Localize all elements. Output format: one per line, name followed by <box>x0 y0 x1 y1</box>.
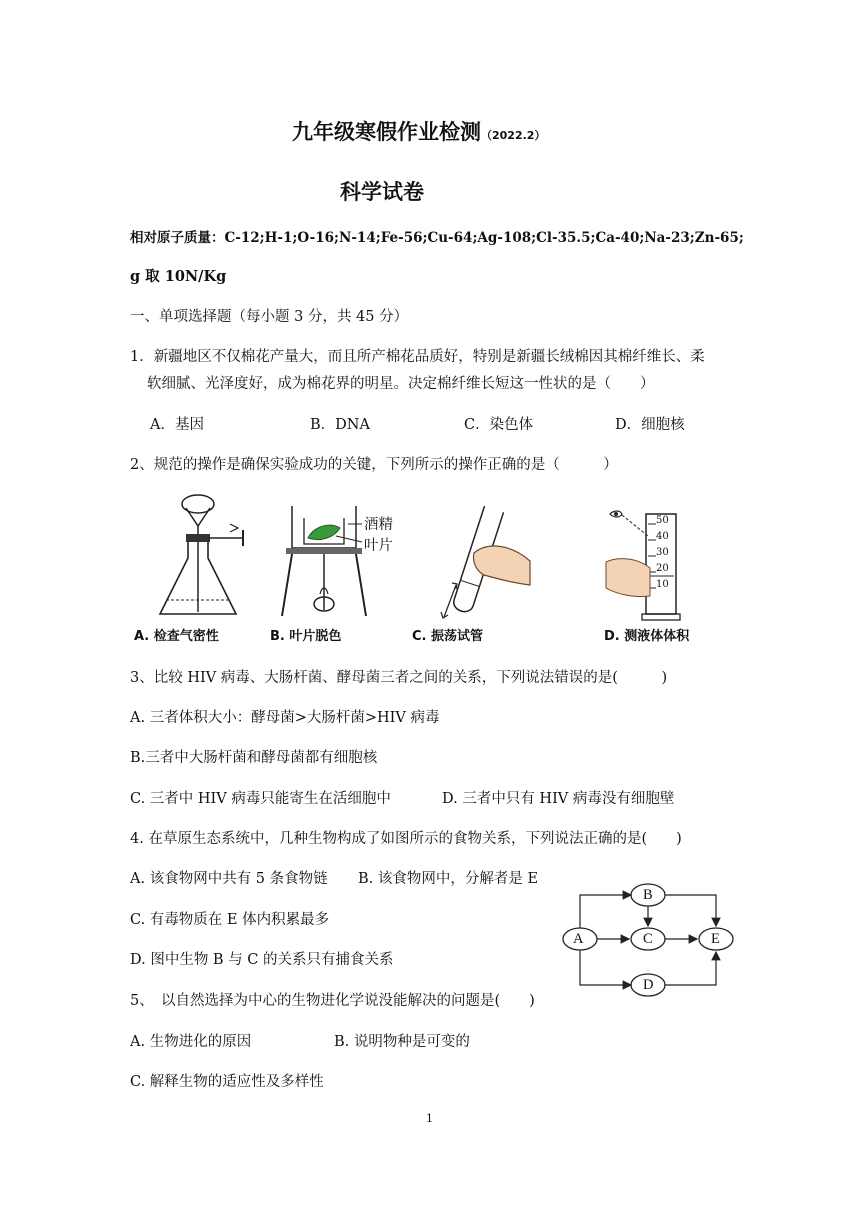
q2-figure-a-flask <box>148 492 258 624</box>
q2-caption-a: A. 检查气密性 <box>134 629 219 644</box>
atomic-mass-info: 相对原子质量：C-12;H-1;O-16;N-14;Fe-56;Cu-64;Ag-108;Cl-35.5;Ca-40;Na-23;Zn-65; <box>130 230 744 246</box>
q3-option-c[interactable]: C. 三者中 HIV 病毒只能寄生在活细胞中 <box>130 791 391 807</box>
g-value-info: g 取 10N/Kg <box>130 268 227 285</box>
q2-figure-d-cylinder <box>604 506 698 624</box>
q4-option-c[interactable]: C. 有毒物质在 E 体内积累最多 <box>130 912 330 928</box>
node-label-e: E <box>711 931 720 947</box>
q2-caption-b: B. 叶片脱色 <box>270 629 342 644</box>
label-alcohol: 酒精 <box>364 517 393 533</box>
q2-figure-c-test-tube <box>438 505 538 625</box>
exam-title: 九年级寒假作业检测（2022.2） <box>292 120 546 144</box>
q1-stem-line1: 1．新疆地区不仅棉花产量大，而且所产棉花品质好，特别是新疆长绒棉因其棉纤维长、柔 <box>130 349 705 365</box>
q5-stem: 5、 以自然选择为中心的生物进化学说没能解决的问题是( ) <box>130 993 535 1009</box>
exam-date: （2022.2） <box>481 129 546 142</box>
node-label-a: A <box>573 931 584 947</box>
exam-subtitle: 科学试卷 <box>340 180 424 204</box>
q3-option-a[interactable]: A. 三者体积大小：酵母菌>大肠杆菌>HIV 病毒 <box>130 710 440 726</box>
node-label-d: D <box>643 977 654 993</box>
cylinder-tick-40: 40 <box>656 531 669 542</box>
q3-option-d[interactable]: D. 三者中只有 HIV 病毒没有细胞壁 <box>442 791 675 807</box>
q4-option-a[interactable]: A. 该食物网中共有 5 条食物链 <box>130 871 328 887</box>
q2-caption-d: D. 测液体体积 <box>604 629 690 644</box>
page-number: 1 <box>426 1112 433 1125</box>
q4-stem: 4. 在草原生态系统中，几种生物构成了如图所示的食物关系，下列说法正确的是( ) <box>130 831 682 847</box>
q1-option-d[interactable]: D．细胞核 <box>615 417 685 433</box>
q4-option-b[interactable]: B. 该食物网中，分解者是 E <box>358 871 539 887</box>
node-label-b: B <box>643 887 653 903</box>
q5-option-b[interactable]: B. 说明物种是可变的 <box>334 1034 470 1050</box>
label-leaf: 叶片 <box>364 538 393 554</box>
cylinder-tick-20: 20 <box>656 563 669 574</box>
cylinder-tick-50: 50 <box>656 515 669 526</box>
q2-stem: 2、规范的操作是确保实验成功的关键，下列所示的操作正确的是（ ） <box>130 457 618 473</box>
q1-option-c[interactable]: C．染色体 <box>464 417 534 433</box>
section-heading: 一、单项选择题（每小题 3 分，共 45 分） <box>130 309 409 325</box>
q1-stem-line2: 软细腻、光泽度好，成为棉花界的明星。决定棉纤维长短这一性状的是（ ） <box>147 376 655 392</box>
node-label-c: C <box>643 931 653 947</box>
cylinder-tick-30: 30 <box>656 547 669 558</box>
q1-option-a[interactable]: A．基因 <box>150 417 204 433</box>
q4-option-d[interactable]: D. 图中生物 B 与 C 的关系只有捕食关系 <box>130 952 394 968</box>
q3-stem: 3、比较 HIV 病毒、大肠杆菌、酵母菌三者之间的关系，下列说法错误的是( ) <box>130 670 668 686</box>
q2-caption-c: C. 振荡试管 <box>412 629 484 644</box>
q5-option-a[interactable]: A. 生物进化的原因 <box>130 1034 252 1050</box>
q3-option-b[interactable]: B.三者中大肠杆菌和酵母菌都有细胞核 <box>130 750 378 766</box>
cylinder-tick-10: 10 <box>656 579 669 590</box>
q5-option-c[interactable]: C. 解释生物的适应性及多样性 <box>130 1074 324 1090</box>
q1-option-b[interactable]: B．DNA <box>310 417 370 433</box>
